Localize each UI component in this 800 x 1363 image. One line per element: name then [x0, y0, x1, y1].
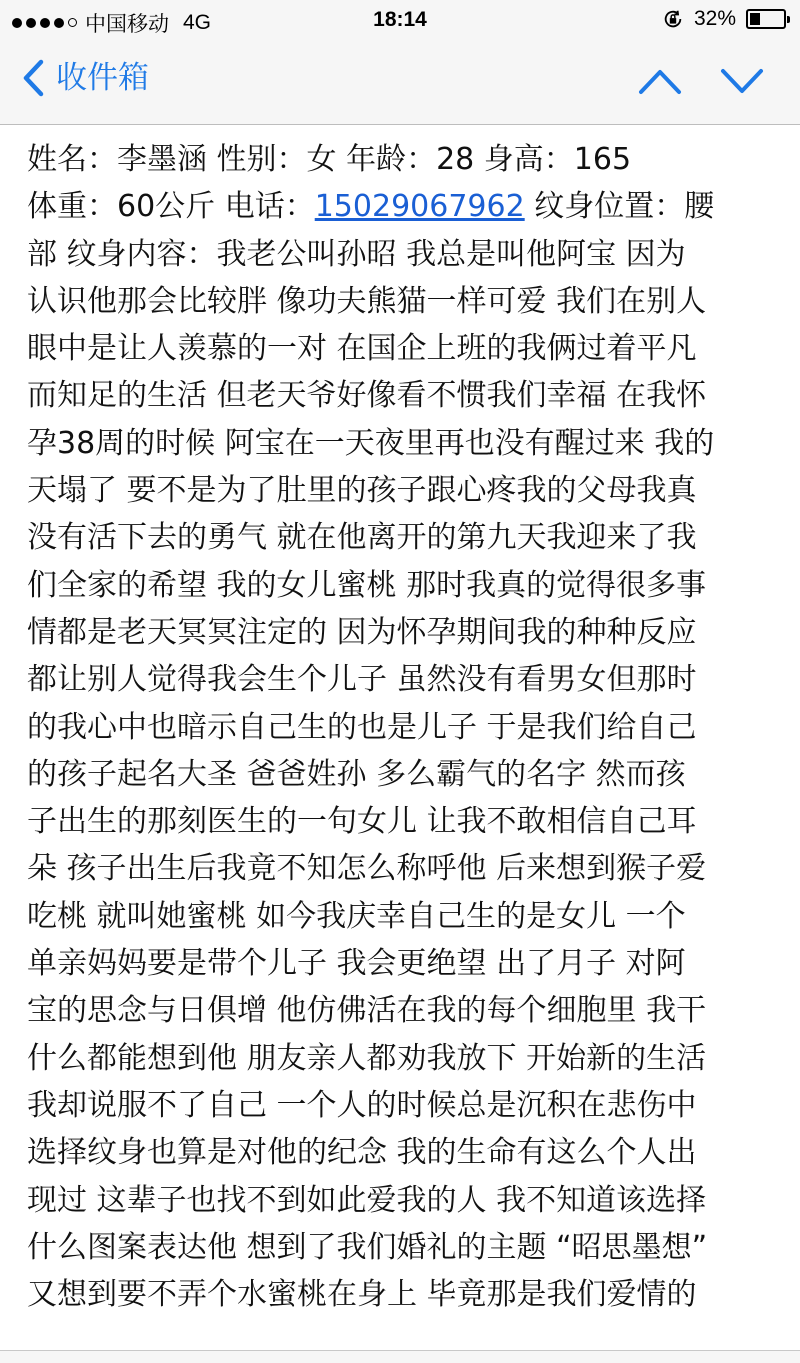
- chevron-up-icon[interactable]: [638, 64, 682, 98]
- battery-percent: 32%: [693, 7, 736, 30]
- message-line: 们全家的希望 我的女儿蜜桃 那时我真的觉得很多事: [27, 567, 707, 603]
- carrier-name: 中国移动: [85, 13, 169, 36]
- message-line: 我却说服不了自己 一个人的时候总是沉积在悲伤中: [27, 1087, 697, 1123]
- back-label: 收件箱: [56, 60, 149, 96]
- message-line: 子出生的那刻医生的一句女儿 让我不敢相信自己耳: [27, 804, 697, 840]
- message-text: 纹身位置：腰: [524, 189, 715, 225]
- message-line: 部 纹身内容：我老公叫孙昭 我总是叫他阿宝 因为: [27, 236, 686, 272]
- message-line: 选择纹身也算是对他的纪念 我的生命有这么个人出: [27, 1135, 697, 1171]
- message-line: 姓名：李墨涵 性别：女 年龄：28 身高：165: [27, 142, 632, 177]
- message-line: 又想到要不弄个水蜜桃在身上 毕竟那是我们爱情的: [27, 1277, 697, 1313]
- message-line: 认识他那会比较胖 像功夫熊猫一样可爱 我们在别人: [27, 283, 707, 319]
- message-line: 什么图案表达他 想到了我们婚礼的主题 “昭思墨想”: [27, 1229, 708, 1265]
- message-line: 朵 孩子出生后我竟不知怎么称呼他 后来想到猴子爱: [27, 851, 707, 887]
- message-line: 而知足的生活 但老天爷好像看不惯我们幸福 在我怀: [27, 378, 707, 414]
- bottom-toolbar: [0, 1350, 800, 1363]
- message-line: 现过 这辈子也找不到如此爱我的人 我不知道该选择: [27, 1182, 707, 1218]
- status-right: [662, 7, 786, 31]
- battery-level-fill: [750, 13, 760, 25]
- message-line: 的我心中也暗示自己生的也是儿子 于是我们给自己: [27, 709, 697, 745]
- message-line: 情都是老天冥冥注定的 因为怀孕期间我的种种反应: [27, 614, 697, 650]
- message-line: 的孩子起名大圣 爸爸姓孙 多么霸气的名字 然而孩: [27, 756, 686, 792]
- chevron-left-icon: [20, 58, 46, 98]
- message-line: 什么都能想到他 朋友亲人都劝我放下 开始新的生活: [27, 1040, 707, 1076]
- message-line: [27, 183, 787, 230]
- network-type: 4G: [183, 11, 212, 34]
- phone-number-link[interactable]: 15029067962: [314, 189, 525, 225]
- back-to-inbox-button[interactable]: [20, 58, 149, 98]
- message-body: [27, 136, 787, 1348]
- message-text: 体重：60公斤 电话：: [27, 189, 315, 225]
- battery-icon: [746, 9, 786, 29]
- message-line: 眼中是让人羡慕的一对 在国企上班的我俩过着平凡: [27, 331, 697, 367]
- message-line: 天塌了 要不是为了肚里的孩子跟心疼我的父母我真: [27, 473, 697, 509]
- rotation-lock-icon: [662, 8, 684, 30]
- status-bar: [0, 0, 800, 40]
- chevron-down-icon[interactable]: [720, 64, 764, 98]
- message-line: 单亲妈妈要是带个儿子 我会更绝望 出了月子 对阿: [27, 946, 686, 982]
- message-line: 都让别人觉得我会生个儿子 虽然没有看男女但那时: [27, 662, 697, 698]
- message-line: 宝的思念与日俱增 他仿佛活在我的每个细胞里 我干: [27, 993, 707, 1029]
- message-line: 孕38周的时候 阿宝在一天夜里再也没有醒过来 我的: [27, 425, 715, 461]
- status-time: 18:14: [373, 8, 427, 31]
- navigation-bar: [0, 40, 800, 125]
- message-line: 没有活下去的勇气 就在他离开的第九天我迎来了我: [27, 520, 697, 556]
- message-line: 吃桃 就叫她蜜桃 如今我庆幸自己生的是女儿 一个: [27, 898, 686, 934]
